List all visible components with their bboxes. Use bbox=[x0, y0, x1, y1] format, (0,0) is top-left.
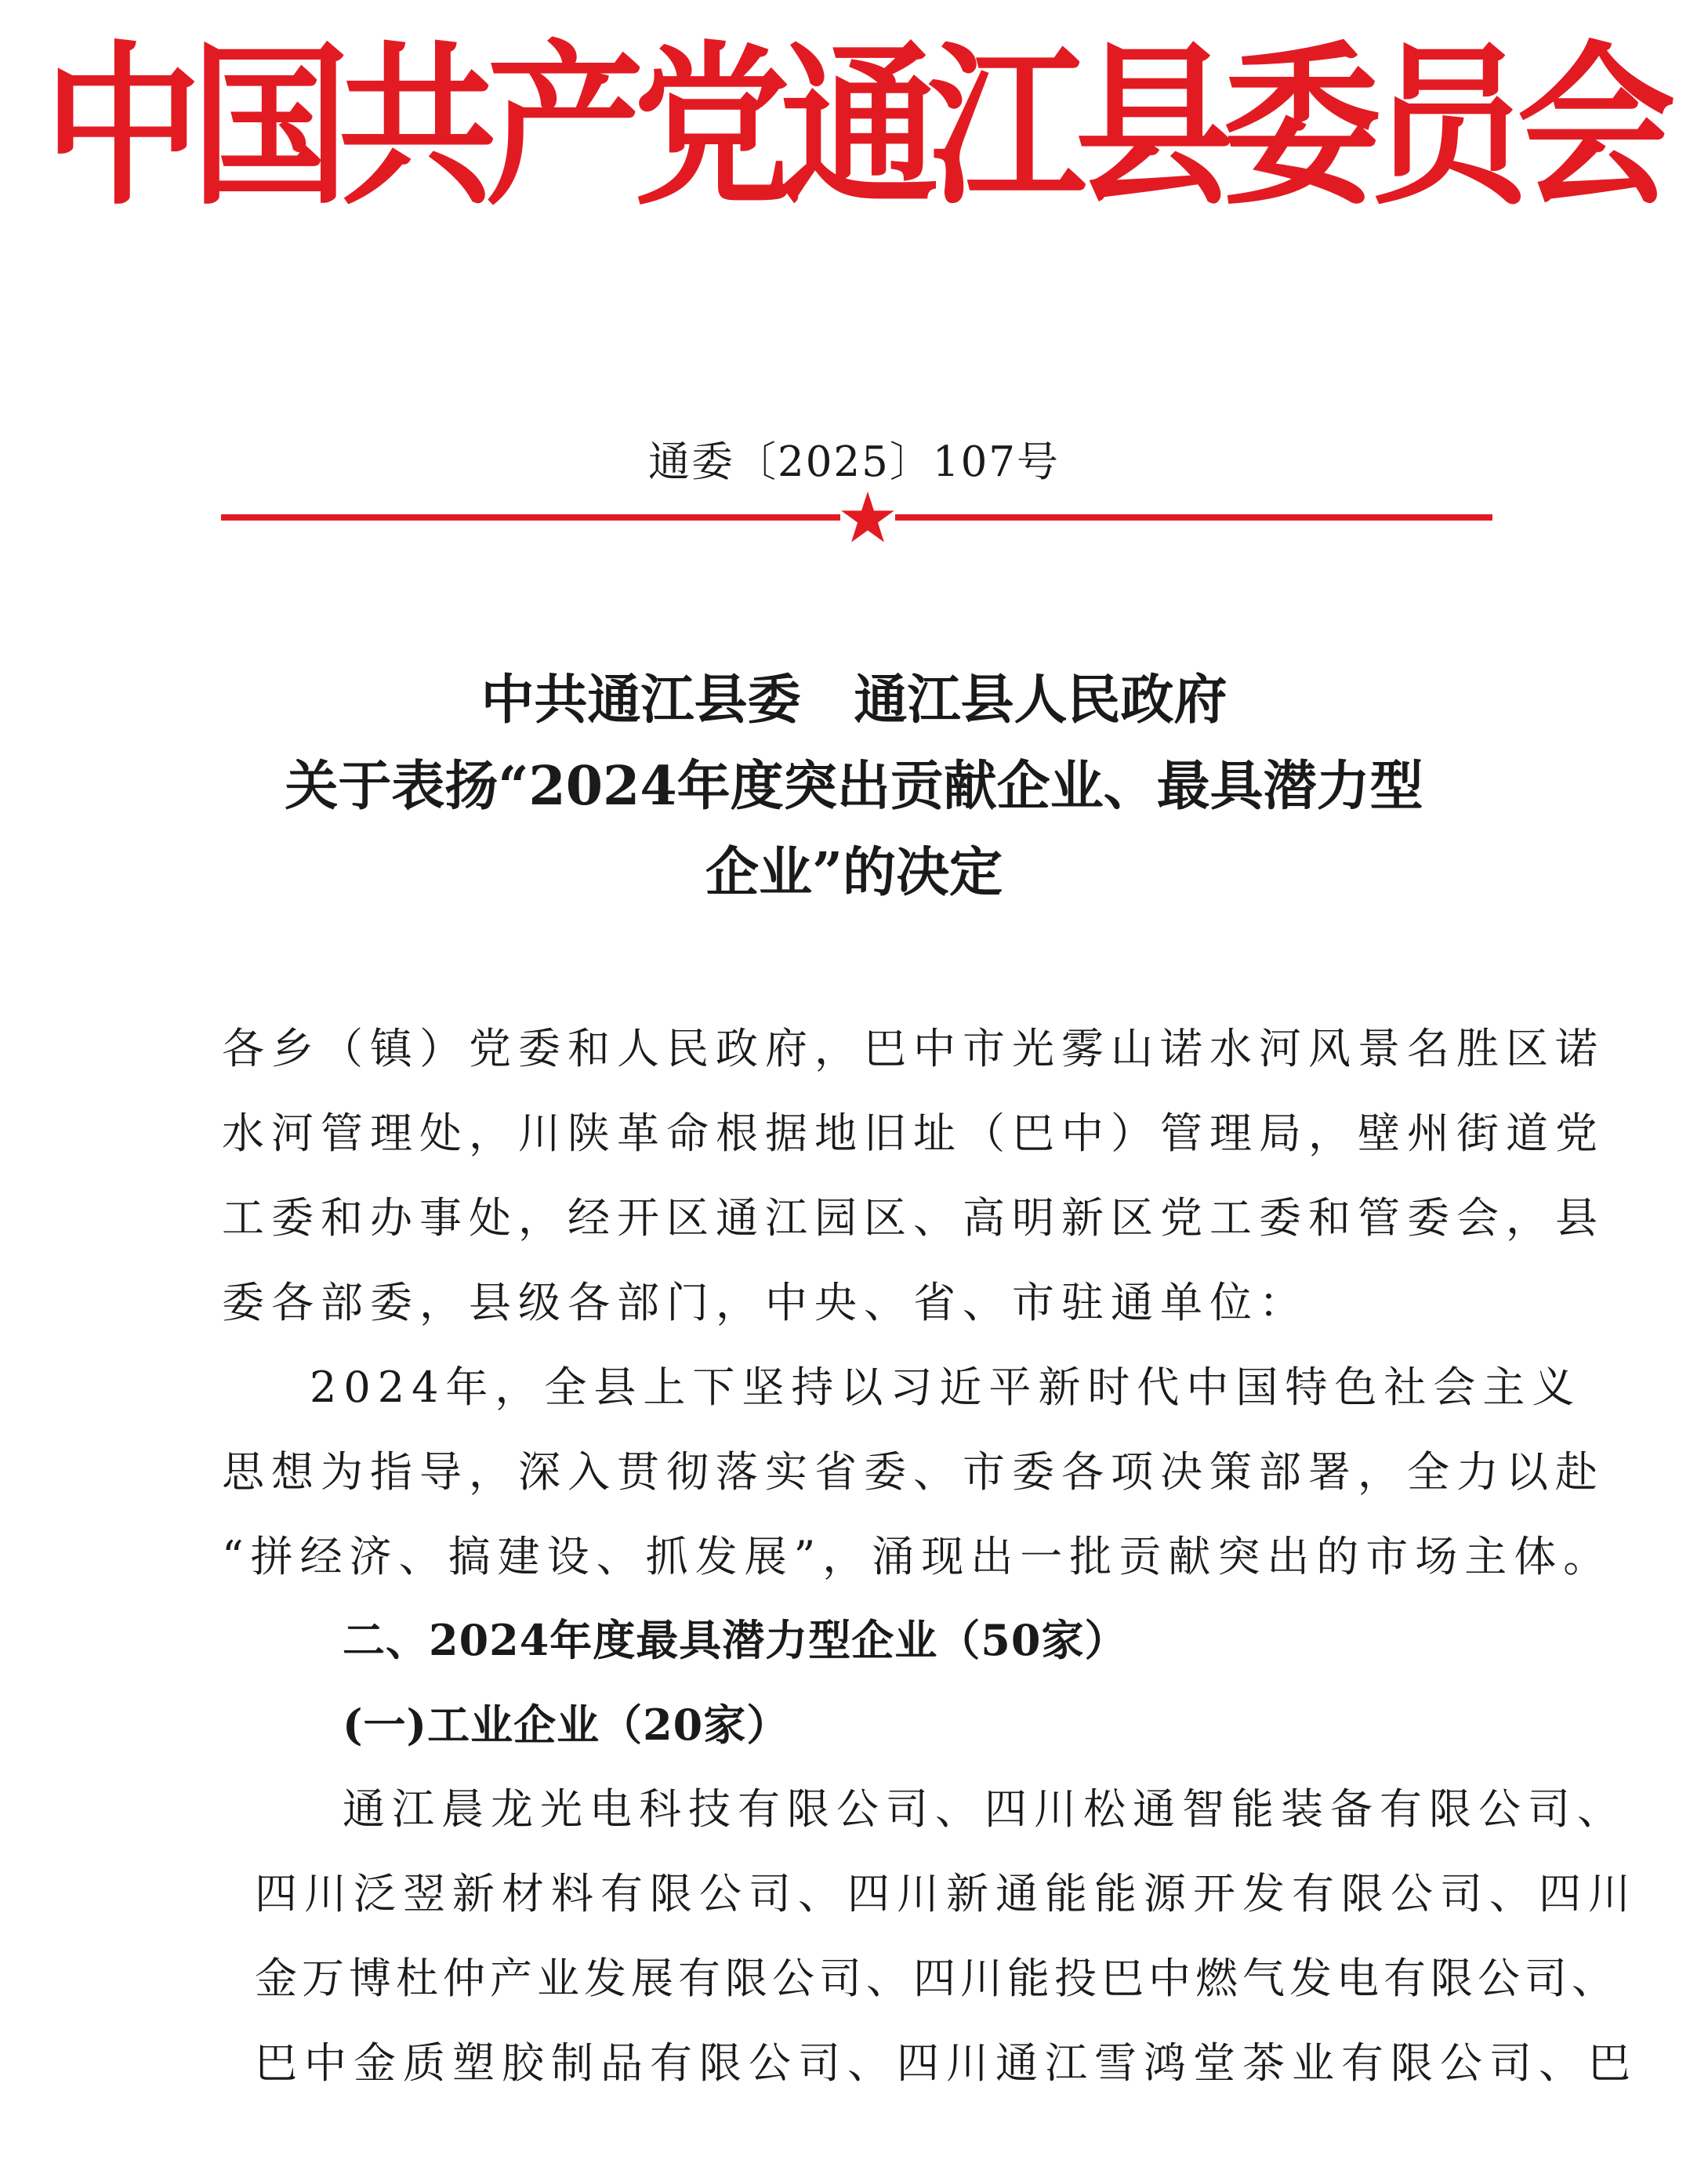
title-line-2: 关于表扬“2024年度突出贡献企业、最具潜力型 bbox=[285, 755, 1423, 818]
body-line: 水河管理处，川陕革命根据地旧址（巴中）管理局，壁州街道党 bbox=[222, 1109, 1605, 1158]
title-line-1: 中共通江县委 通江县人民政府 bbox=[480, 669, 1228, 731]
company-list-line: 金万博杜仲产业发展有限公司、四川能投巴中燃气发电有限公司、 bbox=[255, 1954, 1619, 2003]
company-list-line: 四川泛翌新材料有限公司、四川新通能能源开发有限公司、四川 bbox=[255, 1869, 1637, 1918]
title-line-3: 企业”的决定 bbox=[705, 841, 1003, 904]
star-shape bbox=[841, 492, 894, 543]
section-heading: 二、2024年度最具潜力型企业（50家） bbox=[343, 1615, 1128, 1665]
subsection-heading: (一)工业企业（20家） bbox=[343, 1700, 790, 1750]
body-line: 各乡（镇）党委和人民政府，巴中市光雾山诺水河风景名胜区诺 bbox=[222, 1024, 1605, 1073]
company-list-line: 通江晨龙光电科技有限公司、四川松通智能装备有限公司、 bbox=[343, 1784, 1626, 1834]
masthead-title: 中国共产党通江县委员会 bbox=[43, 25, 1665, 229]
body-line: “拼经济、搞建设、抓发展”，涌现出一批贡献突出的市场主体。 bbox=[222, 1532, 1613, 1581]
body-line: 2024年，全县上下坚持以习近平新时代中国特色社会主义 bbox=[310, 1363, 1582, 1412]
body-line: 工委和办事处，经开区通江园区、高明新区党工委和管委会，县 bbox=[222, 1193, 1605, 1243]
body-line: 委各部委，县级各部门，中央、省、市驻通单位： bbox=[222, 1278, 1308, 1327]
star-icon bbox=[839, 489, 896, 546]
company-list-line: 巴中金质塑胶制品有限公司、四川通江雪鸿堂茶业有限公司、巴 bbox=[255, 2038, 1637, 2088]
divider-left bbox=[221, 514, 840, 521]
document-number: 通委〔2025〕107号 bbox=[647, 438, 1061, 486]
body-line: 思想为指导，深入贯彻落实省委、市委各项决策部署，全力以赴 bbox=[222, 1447, 1605, 1497]
divider-right bbox=[895, 514, 1492, 521]
